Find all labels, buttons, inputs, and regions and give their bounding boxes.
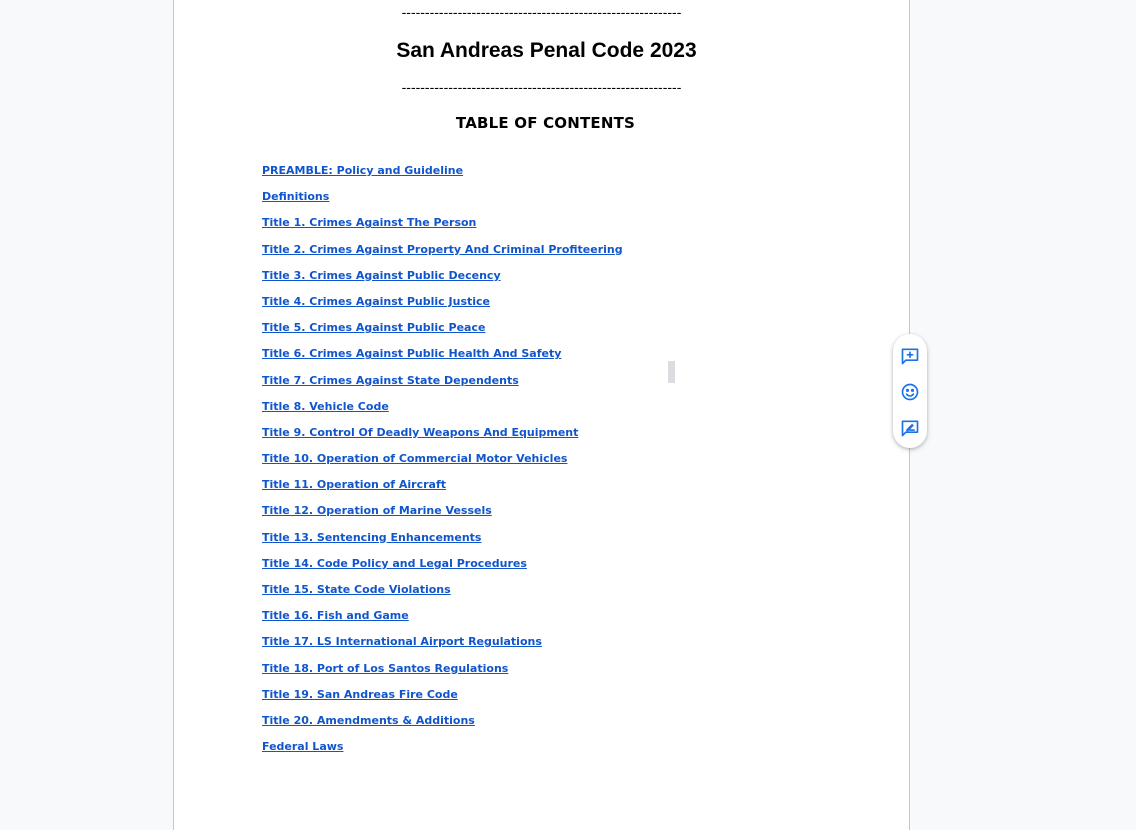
toc-link-title-8[interactable]: Title 8. Vehicle Code — [262, 399, 389, 413]
toc-link-definitions[interactable]: Definitions — [262, 190, 330, 204]
toc-item — [262, 632, 623, 658]
emoji-reaction-icon — [900, 382, 920, 402]
toc-item — [262, 554, 623, 580]
separator-line-top: ------------------------------------------------------------ — [401, 4, 682, 20]
separator-line-bottom: ------------------------------------------------------------ — [401, 79, 682, 95]
toc-link-title-3[interactable]: Title 3. Crimes Against Public Decency — [262, 268, 501, 282]
toc-link-title-14[interactable]: Title 14. Code Policy and Legal Procedures — [262, 556, 527, 570]
toc-item — [262, 711, 623, 737]
toc-item — [262, 606, 623, 632]
add-comment-button[interactable] — [898, 344, 922, 368]
toc-link-title-1[interactable]: Title 1. Crimes Against The Person — [262, 216, 477, 230]
toc-link-federal-laws[interactable]: Federal Laws — [262, 740, 344, 754]
toc-link-title-17[interactable]: Title 17. LS International Airport Regulations — [262, 635, 542, 649]
toc-item — [262, 371, 623, 397]
toc-heading: TABLE OF CONTENTS — [455, 114, 636, 132]
suggest-edits-icon — [900, 418, 920, 438]
toc-item — [262, 528, 623, 554]
toc-item — [262, 737, 623, 763]
toc-link-title-15[interactable]: Title 15. State Code Violations — [262, 583, 451, 596]
toc-link-title-7[interactable]: Title 7. Crimes Against State Dependents — [262, 373, 519, 387]
toc-link-title-19[interactable]: Title 19. San Andreas Fire Code — [262, 687, 458, 701]
toc-item — [262, 580, 623, 606]
toc-link-title-2[interactable]: Title 2. Crimes Against Property And Criminal Profiteering — [262, 242, 623, 256]
toc-link-title-10[interactable]: Title 10. Operation of Commercial Motor Vehicles — [262, 452, 568, 466]
toc-item — [262, 292, 623, 318]
side-action-toolbar — [893, 334, 927, 448]
toc-link-title-9[interactable]: Title 9. Control Of Deadly Weapons And Equipment — [262, 425, 579, 439]
suggest-edits-button[interactable] — [898, 416, 922, 440]
toc-link-title-12[interactable]: Title 12. Operation of Marine Vessels — [262, 504, 492, 518]
toc-item — [262, 659, 623, 685]
toc-item — [262, 397, 623, 423]
toc-link-title-18[interactable]: Title 18. Port of Los Santos Regulations — [262, 661, 509, 675]
toc-item — [262, 423, 623, 449]
text-cursor-highlight — [668, 361, 675, 383]
toc-item — [262, 240, 623, 266]
toc-item — [262, 501, 623, 527]
add-emoji-reaction-button[interactable] — [898, 380, 922, 404]
toc-link-title-13[interactable]: Title 13. Sentencing Enhancements — [262, 530, 482, 544]
toc-item — [262, 266, 623, 292]
toc-link-title-16[interactable]: Title 16. Fish and Game — [262, 609, 409, 623]
toc-item — [262, 685, 623, 711]
toc-link-title-20[interactable]: Title 20. Amendments & Additions — [262, 713, 475, 727]
toc-item — [262, 344, 623, 370]
toc-item — [262, 449, 623, 475]
toc-item — [262, 161, 623, 187]
toc-link-title-6[interactable]: Title 6. Crimes Against Public Health And Safety — [262, 347, 562, 361]
toc-item — [262, 475, 623, 501]
toc-link-preamble[interactable]: PREAMBLE: Policy and Guideline — [262, 164, 464, 177]
toc-item — [262, 318, 623, 344]
document-page — [173, 0, 910, 830]
toc-link-title-5[interactable]: Title 5. Crimes Against Public Peace — [262, 321, 486, 335]
toc-item — [262, 213, 623, 239]
document-title: San Andreas Penal Code 2023 — [396, 39, 697, 62]
table-of-contents — [262, 161, 623, 763]
toc-item — [262, 187, 623, 213]
add-comment-icon — [900, 346, 920, 366]
toc-link-title-11[interactable]: Title 11. Operation of Aircraft — [262, 478, 446, 492]
toc-link-title-4[interactable]: Title 4. Crimes Against Public Justice — [262, 294, 491, 308]
